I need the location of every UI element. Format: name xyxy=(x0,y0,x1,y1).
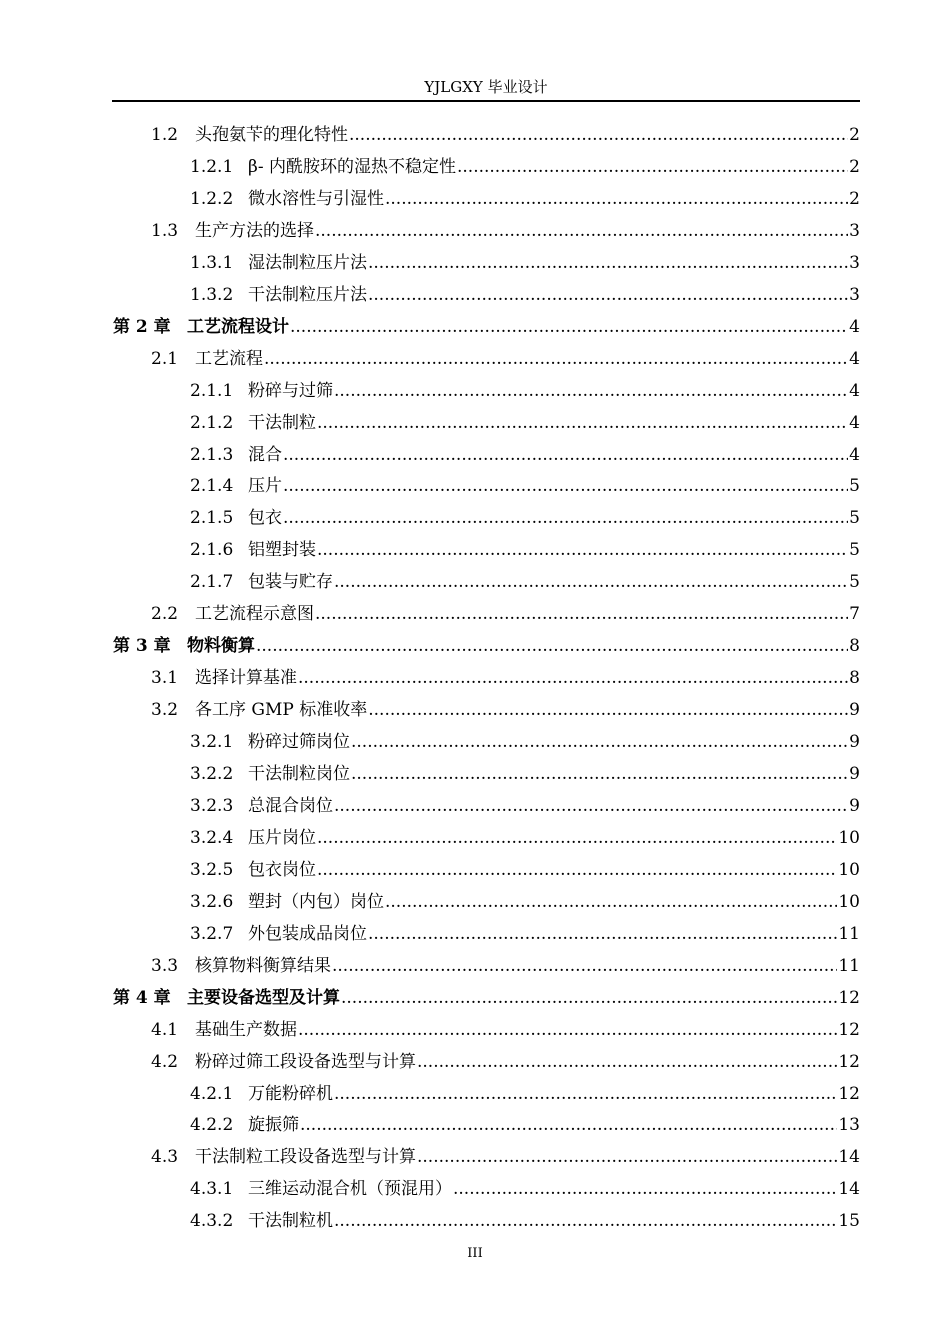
toc-entry-number: 4.3.2 xyxy=(190,1211,234,1232)
toc-entry-number: 3.3 xyxy=(151,955,179,976)
toc-entry[interactable] xyxy=(190,178,860,210)
toc-entry-number: 2.1 xyxy=(151,348,179,369)
toc-entry-number: 4.3 xyxy=(151,1147,179,1168)
toc-entry-title: 主要设备选型及计算 xyxy=(187,987,340,1008)
toc-entry-page: 12 xyxy=(838,1051,860,1072)
toc-dot-leader xyxy=(317,859,837,881)
toc-entry-number: 3.2.4 xyxy=(190,827,234,848)
toc-entry[interactable] xyxy=(190,849,860,881)
toc-entry-page: 10 xyxy=(838,827,860,848)
toc-dot-leader xyxy=(334,795,848,817)
toc-dot-leader xyxy=(334,380,848,402)
toc-entry-title: 干法制粒岗位 xyxy=(248,764,350,784)
toc-entry[interactable] xyxy=(190,529,860,561)
toc-entry-title: 干法制粒机 xyxy=(248,1211,333,1232)
toc-entry[interactable] xyxy=(190,1104,860,1136)
toc-entry[interactable] xyxy=(113,306,860,338)
toc-dot-leader xyxy=(290,316,848,338)
toc-entry-title: 压片 xyxy=(248,476,282,497)
toc-entry-number: 2.1.6 xyxy=(190,540,234,561)
toc-dot-leader xyxy=(453,1178,837,1200)
toc-entry-page: 9 xyxy=(849,732,860,753)
toc-entry-number: 1.2 xyxy=(151,125,179,145)
toc-entry-number: 1.3.2 xyxy=(190,284,234,305)
toc-entry-title: 工艺流程示意图 xyxy=(195,604,314,625)
toc-entry-number: 4.2.2 xyxy=(190,1115,234,1136)
toc-entry-page: 2 xyxy=(849,188,860,209)
toc-entry-page: 14 xyxy=(838,1147,860,1168)
toc-entry[interactable] xyxy=(190,370,860,402)
toc-entry-title: 微水溶性与引湿性 xyxy=(248,188,384,209)
toc-dot-leader xyxy=(317,412,848,434)
toc-entry-number: 1.2.1 xyxy=(190,156,234,177)
toc-entry-number: 4.3.1 xyxy=(190,1179,234,1200)
toc-entry-number: 4.2 xyxy=(151,1051,179,1072)
toc-entry[interactable] xyxy=(190,785,860,817)
toc-entry-page: 3 xyxy=(849,284,860,305)
toc-entry-page: 4 xyxy=(849,316,860,337)
toc-dot-leader xyxy=(368,252,848,274)
toc-entry-number: 2.1.4 xyxy=(190,476,234,497)
toc-dot-leader xyxy=(300,1114,837,1136)
toc-entry-number: 第 3 章 xyxy=(113,636,171,657)
toc-entry-number: 3.2 xyxy=(151,700,179,721)
toc-entry-title: 各工序 GMP 标准收率 xyxy=(195,700,368,721)
toc-entry-page: 9 xyxy=(849,700,860,721)
toc-entry-page: 4 xyxy=(849,444,860,465)
toc-entry-page: 2 xyxy=(849,156,860,177)
toc-entry-page: 5 xyxy=(849,476,860,497)
toc-entry-title: 包装与贮存 xyxy=(248,572,333,593)
toc-entry-number: 3.2.7 xyxy=(190,923,234,944)
toc-dot-leader xyxy=(256,635,848,657)
toc-entry-number: 3.2.6 xyxy=(190,891,234,912)
toc-dot-leader xyxy=(298,667,848,689)
toc-entry-title: 包衣岗位 xyxy=(248,859,316,880)
toc-dot-leader xyxy=(351,731,848,753)
toc-entry-title: 旋振筛 xyxy=(248,1115,299,1136)
toc-entry-page: 12 xyxy=(838,1083,860,1104)
toc-entry-title: 工艺流程设计 xyxy=(187,316,289,337)
toc-entry-title: 铝塑封装 xyxy=(248,540,316,561)
toc-entry-page: 11 xyxy=(838,923,860,944)
toc-entry[interactable] xyxy=(190,242,860,274)
toc-entry-number: 1.3 xyxy=(151,220,179,241)
toc-entry-number: 3.2.1 xyxy=(190,732,234,753)
toc-entry-number: 4.1 xyxy=(151,1019,179,1040)
toc-dot-leader xyxy=(298,1019,837,1041)
toc-entry-title: 头孢氨苄的理化特性 xyxy=(195,125,348,145)
toc-entry[interactable] xyxy=(190,721,860,753)
toc-entry[interactable] xyxy=(190,817,860,849)
toc-entry-number: 3.1 xyxy=(151,668,179,689)
toc-entry-title: 万能粉碎机 xyxy=(248,1083,333,1104)
toc-entry[interactable] xyxy=(151,210,860,242)
toc-entry-title: 生产方法的选择 xyxy=(195,220,314,241)
toc-entry-page: 5 xyxy=(849,540,860,561)
toc-entry-page: 9 xyxy=(849,795,860,816)
toc-dot-leader xyxy=(332,955,837,977)
toc-entry-title: 外包装成品岗位 xyxy=(248,923,367,944)
toc-entry-number: 第 2 章 xyxy=(113,316,171,337)
toc-entry-number: 3.2.3 xyxy=(190,795,234,816)
toc-entry-page: 15 xyxy=(838,1211,860,1232)
toc-entry-title: 选择计算基准 xyxy=(195,668,297,689)
toc-entry[interactable] xyxy=(151,657,860,689)
page-header: YJLGXY 毕业设计 xyxy=(112,74,860,102)
toc-dot-leader xyxy=(341,987,837,1009)
toc-entry-title: 粉碎过筛工段设备选型与计算 xyxy=(195,1051,416,1072)
toc-entry-number: 1.2.2 xyxy=(190,188,234,209)
toc-entry-page: 12 xyxy=(838,1019,860,1040)
toc-entry[interactable] xyxy=(190,753,860,785)
toc-dot-leader xyxy=(315,603,848,625)
toc-entry-title: 混合 xyxy=(248,444,282,465)
toc-entry-title: 塑封（内包）岗位 xyxy=(248,891,384,912)
toc-entry-number: 1.3.1 xyxy=(190,252,234,273)
toc-entry[interactable] xyxy=(151,114,860,146)
toc-entry-page: 14 xyxy=(838,1179,860,1200)
toc-entry-number: 2.1.2 xyxy=(190,412,234,433)
toc-entry-title: 包衣 xyxy=(248,508,282,529)
toc-entry-number: 4.2.1 xyxy=(190,1083,234,1104)
toc-entry[interactable] xyxy=(113,625,860,657)
toc-entry[interactable] xyxy=(151,1041,860,1073)
toc-entry-title: 粉碎与过筛 xyxy=(248,380,333,401)
toc-entry-title: β- 内酰胺环的湿热不稳定性 xyxy=(248,156,456,177)
toc-entry-title: 工艺流程 xyxy=(195,348,263,369)
toc-entry-number: 2.2 xyxy=(151,604,179,625)
toc-dot-leader xyxy=(368,699,848,721)
toc-entry-title: 压片岗位 xyxy=(248,827,316,848)
toc-entry-title: 总混合岗位 xyxy=(248,795,333,816)
toc-dot-leader xyxy=(283,475,848,497)
toc-dot-leader xyxy=(351,763,848,785)
toc-entry-page: 5 xyxy=(849,508,860,529)
toc-dot-leader xyxy=(264,348,848,370)
toc-entry-title: 干法制粒工段设备选型与计算 xyxy=(195,1147,416,1168)
toc-entry-page: 13 xyxy=(838,1115,860,1136)
toc-entry[interactable] xyxy=(190,1168,860,1200)
toc-entry-number: 3.2.2 xyxy=(190,764,234,784)
page-number: III xyxy=(467,1246,483,1261)
toc-entry[interactable] xyxy=(151,689,860,721)
toc-entry[interactable] xyxy=(190,274,860,306)
toc-entry-title: 粉碎过筛岗位 xyxy=(248,732,350,753)
toc-entry-page: 3 xyxy=(849,252,860,273)
toc-entry-page: 8 xyxy=(849,668,860,689)
toc-dot-leader xyxy=(315,220,848,242)
toc-dot-leader xyxy=(334,1210,837,1232)
toc-entry[interactable] xyxy=(190,881,860,913)
toc-entry-page: 7 xyxy=(849,604,860,625)
toc-entry-title: 基础生产数据 xyxy=(195,1019,297,1040)
toc-entry[interactable] xyxy=(190,561,860,593)
toc-entry[interactable] xyxy=(151,1009,860,1041)
toc-entry-number: 2.1.7 xyxy=(190,572,234,593)
toc-dot-leader xyxy=(317,827,837,849)
toc-entry[interactable] xyxy=(151,1136,860,1168)
toc-entry-page: 4 xyxy=(849,380,860,401)
toc-entry-page: 3 xyxy=(849,220,860,241)
toc-entry-page: 4 xyxy=(849,412,860,433)
toc-entry-number: 2.1.5 xyxy=(190,508,234,529)
toc-entry[interactable] xyxy=(190,465,860,497)
toc-dot-leader xyxy=(334,1083,837,1105)
toc-entry-number: 2.1.3 xyxy=(190,444,234,465)
toc-dot-leader xyxy=(417,1146,837,1168)
toc-dot-leader xyxy=(283,507,848,529)
toc-dot-leader xyxy=(317,539,848,561)
toc-dot-leader xyxy=(349,124,848,146)
toc-entry-page: 10 xyxy=(838,891,860,912)
toc-dot-leader xyxy=(417,1051,837,1073)
toc-entry-page: 2 xyxy=(849,125,860,145)
toc-entry-page: 12 xyxy=(838,987,860,1008)
toc-entry[interactable] xyxy=(151,593,860,625)
toc-entry[interactable] xyxy=(190,146,860,178)
toc-entry-page: 8 xyxy=(849,636,860,657)
toc-entry-title: 三维运动混合机（预混用） xyxy=(248,1179,452,1200)
toc-entry-number: 第 4 章 xyxy=(113,987,171,1008)
toc-entry-title: 物料衡算 xyxy=(187,636,255,657)
toc-entry-page: 11 xyxy=(838,955,860,976)
toc-entry[interactable] xyxy=(151,338,860,370)
toc-entry-number: 2.1.1 xyxy=(190,380,234,401)
toc-entry-page: 10 xyxy=(838,859,860,880)
toc-dot-leader xyxy=(385,891,837,913)
toc-dot-leader xyxy=(283,444,848,466)
toc-entry[interactable] xyxy=(190,434,860,466)
toc-entry-page: 9 xyxy=(849,764,860,784)
toc-entry[interactable] xyxy=(190,497,860,529)
toc-entry-title: 干法制粒压片法 xyxy=(248,284,367,305)
toc-entry-page: 4 xyxy=(849,348,860,369)
toc-entry[interactable] xyxy=(190,402,860,434)
toc-entry[interactable] xyxy=(151,945,860,977)
toc-dot-leader xyxy=(368,923,837,945)
toc-entry-title: 湿法制粒压片法 xyxy=(248,252,367,273)
toc-entry-title: 干法制粒 xyxy=(248,412,316,433)
toc-dot-leader xyxy=(334,571,848,593)
toc-entry-number: 3.2.5 xyxy=(190,859,234,880)
toc-dot-leader xyxy=(385,188,848,210)
toc-entry[interactable] xyxy=(113,977,860,1009)
toc-dot-leader xyxy=(368,284,848,306)
toc-entry[interactable] xyxy=(190,1073,860,1105)
toc-entry[interactable] xyxy=(190,913,860,945)
toc-entry-page: 5 xyxy=(849,572,860,593)
toc-entry[interactable] xyxy=(190,1200,860,1232)
toc-entry-title: 核算物料衡算结果 xyxy=(195,955,331,976)
toc-dot-leader xyxy=(457,156,848,178)
